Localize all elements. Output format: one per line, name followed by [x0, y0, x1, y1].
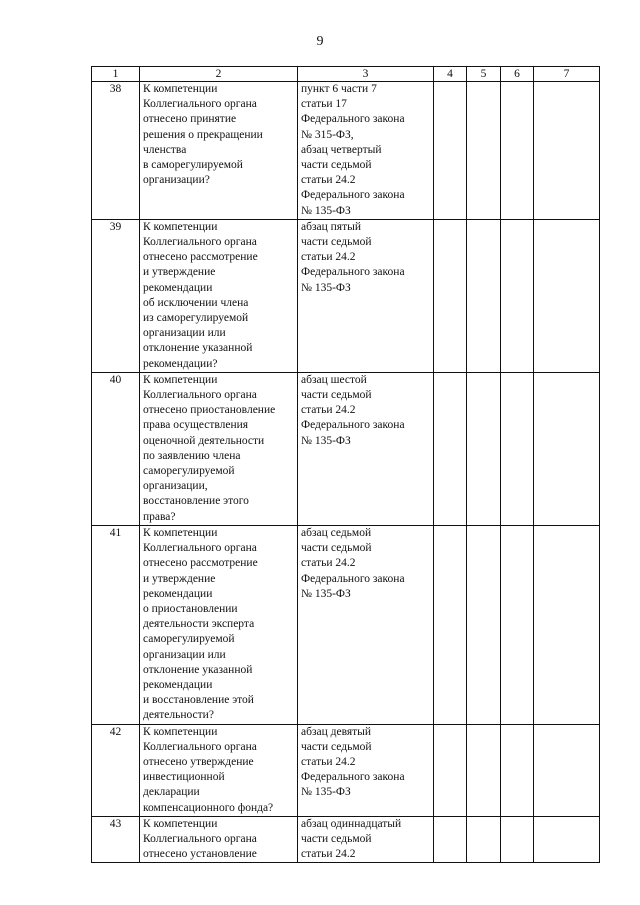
table-row — [92, 816, 600, 863]
answer-cell-7 — [534, 816, 600, 863]
header-col-3: 3 — [298, 67, 434, 82]
header-row — [92, 67, 600, 82]
answer-cell-7 — [534, 219, 600, 372]
header-col-4: 4 — [434, 67, 467, 82]
question-cell: К компетенции Коллегиального органа отнесено установление — [140, 816, 298, 863]
compliance-table — [91, 66, 600, 863]
row-number: 39 — [92, 219, 140, 372]
question-cell: К компетенции Коллегиального органа отнесено принятие решения о прекращении членства в саморегулируемой организации? — [140, 82, 298, 220]
header-col-2: 2 — [140, 67, 298, 82]
question-cell: К компетенции Коллегиального органа отнесено рассмотрение и утверждение рекомендации об исключении члена из саморегулируемой организации или отклонение указанной рекомендации? — [140, 219, 298, 372]
table-row — [92, 525, 600, 724]
answer-cell-4 — [434, 219, 467, 372]
reference-cell: абзац пятый части седьмой статьи 24.2 Федерального закона № 135-ФЗ — [298, 219, 434, 372]
answer-cell-7 — [534, 724, 600, 816]
answer-cell-6 — [501, 219, 534, 372]
header-col-1: 1 — [92, 67, 140, 82]
answer-cell-4 — [434, 525, 467, 724]
answer-cell-5 — [467, 525, 501, 724]
reference-cell: абзац девятый части седьмой статьи 24.2 Федерального закона № 135-ФЗ — [298, 724, 434, 816]
question-cell: К компетенции Коллегиального органа отнесено утверждение инвестиционной декларации компенсационного фонда? — [140, 724, 298, 816]
answer-cell-5 — [467, 82, 501, 220]
row-number: 40 — [92, 372, 140, 525]
answer-cell-6 — [501, 816, 534, 863]
question-cell: К компетенции Коллегиального органа отнесено рассмотрение и утверждение рекомендации о приостановлении деятельности эксперта саморегулируемой организации или отклонение указанной рекомендации и восстановление этой деятельности? — [140, 525, 298, 724]
answer-cell-6 — [501, 372, 534, 525]
question-cell: К компетенции Коллегиального органа отнесено приостановление права осуществления оценочной деятельности по заявлению члена саморегулируемой организации, восстановление этого права? — [140, 372, 298, 525]
answer-cell-7 — [534, 82, 600, 220]
answer-cell-6 — [501, 82, 534, 220]
answer-cell-5 — [467, 372, 501, 525]
reference-cell: абзац седьмой части седьмой статьи 24.2 Федерального закона № 135-ФЗ — [298, 525, 434, 724]
answer-cell-4 — [434, 372, 467, 525]
table-row — [92, 82, 600, 220]
table-row — [92, 372, 600, 525]
answer-cell-4 — [434, 816, 467, 863]
row-number: 42 — [92, 724, 140, 816]
answer-cell-7 — [534, 525, 600, 724]
answer-cell-5 — [467, 816, 501, 863]
reference-cell: пункт 6 части 7 статьи 17 Федерального закона № 315-ФЗ, абзац четвертый части седьмой статьи 24.2 Федерального закона № 135-ФЗ — [298, 82, 434, 220]
header-col-7: 7 — [534, 67, 600, 82]
row-number: 41 — [92, 525, 140, 724]
row-number: 43 — [92, 816, 140, 863]
header-col-6: 6 — [501, 67, 534, 82]
header-col-5: 5 — [467, 67, 501, 82]
table-row — [92, 724, 600, 816]
answer-cell-6 — [501, 525, 534, 724]
answer-cell-7 — [534, 372, 600, 525]
answer-cell-6 — [501, 724, 534, 816]
page-number: 9 — [316, 34, 324, 49]
table-row — [92, 219, 600, 372]
answer-cell-5 — [467, 219, 501, 372]
reference-cell: абзац шестой части седьмой статьи 24.2 Федерального закона № 135-ФЗ — [298, 372, 434, 525]
answer-cell-4 — [434, 724, 467, 816]
row-number: 38 — [92, 82, 140, 220]
answer-cell-5 — [467, 724, 501, 816]
answer-cell-4 — [434, 82, 467, 220]
reference-cell: абзац одиннадцатый части седьмой статьи 24.2 — [298, 816, 434, 863]
